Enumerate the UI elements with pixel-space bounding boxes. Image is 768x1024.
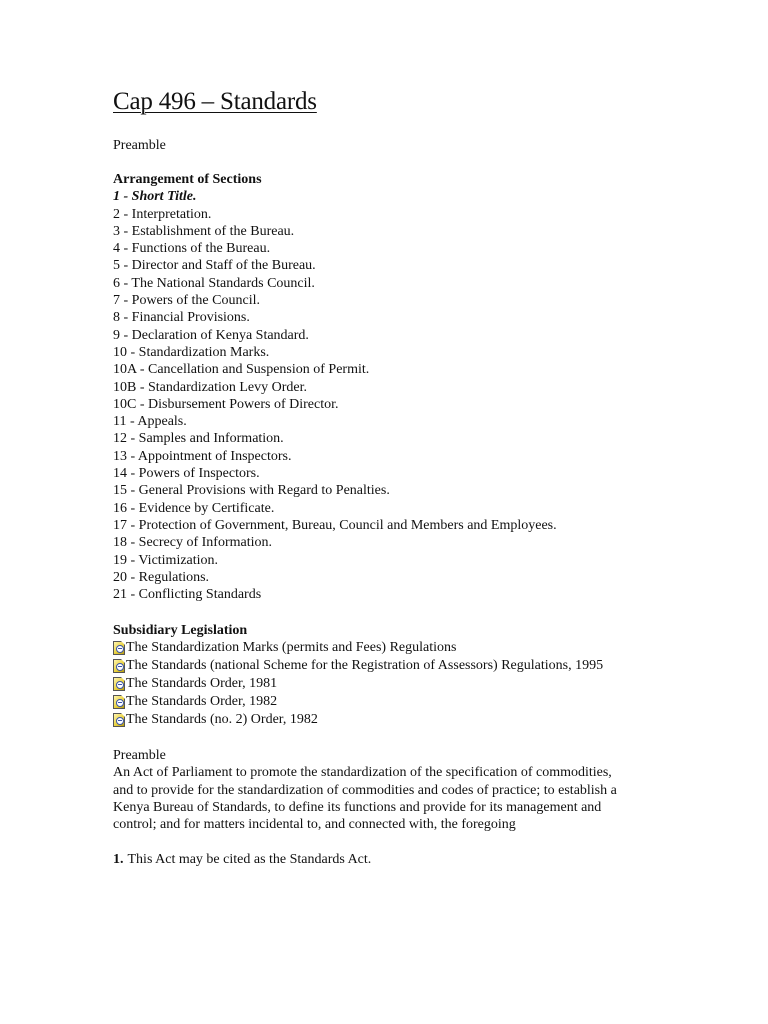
- document-title: Cap 496 – Standards: [113, 88, 317, 115]
- section-link[interactable]: 6 - The National Standards Council.: [113, 275, 315, 291]
- preamble-text-line: Kenya Bureau of Standards, to define its functions and provide for its management and: [113, 799, 602, 815]
- section-text: This Act may be cited as the Standards Act.: [127, 852, 372, 867]
- section-link[interactable]: 21 - Conflicting Standards: [113, 587, 262, 603]
- subsidiary-item[interactable]: [113, 657, 603, 675]
- subsidiary-item-label: The Standards Order, 1981: [126, 676, 278, 692]
- section-link[interactable]: 17 - Protection of Government, Bureau, Council and Members and Employees.: [113, 517, 557, 533]
- section-link[interactable]: 15 - General Provisions with Regard to Penalties.: [113, 483, 390, 499]
- subsidiary-item-label: The Standards (national Scheme for the Registration of Assessors) Regulations, 1995: [126, 658, 604, 674]
- preamble-text-line: control; and for matters incidental to, and connected with, the foregoing: [113, 817, 516, 833]
- document-link-icon: [113, 659, 125, 673]
- section-link[interactable]: 14 - Powers of Inspectors.: [113, 466, 260, 482]
- subsidiary-heading: Subsidiary Legislation: [113, 623, 248, 638]
- preamble-text-line: and to provide for the standardization of commodities and codes of practice; to establish a: [113, 782, 617, 798]
- section-link[interactable]: 2 - Interpretation.: [113, 206, 212, 222]
- subsidiary-item[interactable]: [113, 675, 603, 693]
- subsidiary-item[interactable]: [113, 693, 603, 711]
- section-link[interactable]: 4 - Functions of the Bureau.: [113, 241, 271, 257]
- section-link[interactable]: 3 - Establishment of the Bureau.: [113, 223, 295, 239]
- subsidiary-legislation: [113, 622, 603, 729]
- section-link[interactable]: 19 - Victimization.: [113, 552, 219, 568]
- section-link[interactable]: 13 - Appointment of Inspectors.: [113, 448, 292, 464]
- arrangement-of-sections: [113, 171, 557, 603]
- document-link-icon: [113, 641, 125, 655]
- section-number: 1.: [113, 852, 124, 867]
- section-link[interactable]: 11 - Appeals.: [113, 414, 187, 430]
- preamble-section: [113, 747, 673, 833]
- preamble-link[interactable]: Preamble: [113, 138, 166, 153]
- section-link[interactable]: 20 - Regulations.: [113, 569, 210, 585]
- document-link-icon: [113, 695, 125, 709]
- section-link[interactable]: 10 - Standardization Marks.: [113, 344, 270, 360]
- preamble-heading: Preamble: [113, 748, 166, 763]
- section-link[interactable]: 1 - Short Title.: [113, 189, 197, 205]
- section-link[interactable]: 5 - Director and Staff of the Bureau.: [113, 258, 316, 274]
- section-link[interactable]: 16 - Evidence by Certificate.: [113, 500, 275, 516]
- subsidiary-item-label: The Standards (no. 2) Order, 1982: [126, 712, 318, 728]
- section-link[interactable]: 10A - Cancellation and Suspension of Permit.: [113, 362, 370, 378]
- section-1: [113, 852, 371, 868]
- section-link[interactable]: 10B - Standardization Levy Order.: [113, 379, 308, 395]
- arrangement-heading: Arrangement of Sections: [113, 172, 262, 187]
- section-link[interactable]: 7 - Powers of the Council.: [113, 293, 260, 309]
- document-link-icon: [113, 713, 125, 727]
- section-link[interactable]: 10C - Disbursement Powers of Director.: [113, 396, 339, 412]
- section-link[interactable]: 18 - Secrecy of Information.: [113, 535, 272, 551]
- section-link[interactable]: 12 - Samples and Information.: [113, 431, 284, 447]
- subsidiary-item-label: The Standards Order, 1982: [126, 694, 278, 710]
- subsidiary-item-label: The Standardization Marks (permits and Fees) Regulations: [126, 640, 457, 656]
- preamble-text-line: An Act of Parliament to promote the standardization of the specification of commodities,: [113, 765, 612, 781]
- section-link[interactable]: 9 - Declaration of Kenya Standard.: [113, 327, 309, 343]
- section-link[interactable]: 8 - Financial Provisions.: [113, 310, 250, 326]
- subsidiary-item[interactable]: [113, 639, 603, 657]
- subsidiary-item[interactable]: [113, 711, 603, 729]
- document-link-icon: [113, 677, 125, 691]
